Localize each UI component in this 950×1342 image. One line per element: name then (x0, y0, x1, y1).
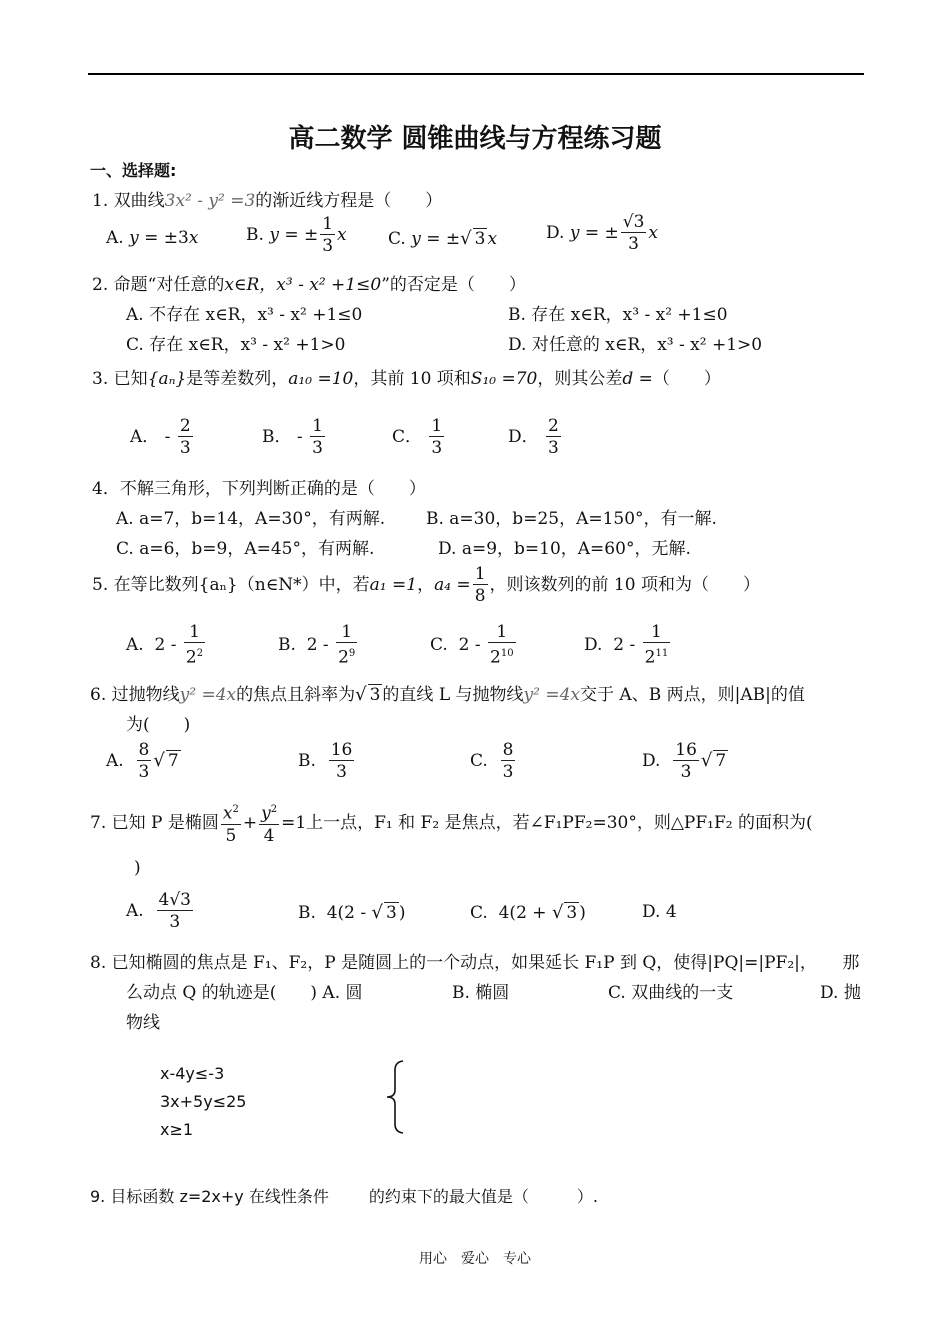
q4-option-c: C. a=6，b=9，A=45°，有两解. (116, 539, 375, 559)
page-footer: 用心 爱心 专心 (419, 1251, 531, 1267)
q2-stem-pre: 2. 命题“对任意的 (92, 275, 225, 295)
q5-stem-pre: 5. 在等比数列{aₙ}（n∈N*）中，若 (92, 575, 370, 595)
q7-option-d: D. 4 (642, 902, 677, 922)
q9-stem-pre: 9. 目标函数 z=2x+y 在线性条件 (90, 1187, 329, 1206)
q5-option-d: D. 2 - $\frac{1}{2^{11}}$ (584, 622, 669, 668)
q3-sequence: {aₙ} (147, 369, 187, 389)
q5-a1: a₁ =1 (369, 575, 418, 595)
q1-option-b-label: B. (246, 225, 264, 245)
q7-stem-line2: ) (134, 858, 141, 878)
q7-option-b: B. 4(2 - √ 3 ) (298, 902, 406, 923)
q3-s10: S₁₀ =70 (470, 369, 538, 389)
q1-option-a: A. y = ±3x (106, 228, 199, 248)
q3-option-a: A． - $\frac{2}{3}$ (130, 416, 191, 458)
q5-option-c-label: C. (430, 634, 448, 655)
q2-option-a: A. 不存在 x∈R，x³ - x² +1≤0 (126, 305, 363, 325)
q3-stem-post: （ ） (652, 369, 721, 389)
q5-option-c: C. 2 - $\frac{1}{2^{10}}$ (430, 622, 514, 668)
q5-option-a: A. 2 - $\frac{1}{2^2}$ (126, 622, 204, 668)
q3-option-a-label: A． (130, 427, 160, 447)
q7-stem-post: 上一点，F₁ 和 F₂ 是焦点，若∠F₁PF₂=30°，则△PF₁F₂ 的面积为( (306, 812, 813, 833)
q5-option-b: B. 2 - $\frac{1}{2^9}$ (278, 622, 356, 668)
q9-constraint-1: x-4y≤-3 (160, 1064, 225, 1083)
q3-option-c-label: C． (392, 427, 423, 447)
q3-option-d-label: D． (508, 427, 539, 447)
q1-option-c-label: C. (388, 229, 406, 249)
section-heading: 一、选择题: (90, 161, 177, 180)
q2-option-b: B. 存在 x∈R，x³ - x² +1≤0 (508, 305, 728, 325)
q3-option-b-label: B． (262, 427, 292, 447)
q3-stem (92, 364, 721, 389)
q7-option-a-label: A. (126, 901, 144, 921)
q4-option-b: B. a=30，b=25，A=150°，有一解. (426, 509, 717, 529)
q6-stem: 6. 过抛物线y² =4x的焦点且斜率为√ 3 的直线 L 与抛物线y² =4x交于 A、B 两点，则|AB|的值 (90, 684, 805, 705)
q3-stem-pre: 3. 已知 (92, 369, 148, 389)
q6-stem-line2: 为( ) (126, 715, 191, 735)
q6-stem-post: 交于 A、B 两点，则|AB|的值 (580, 685, 805, 705)
q6-option-a: A. $\frac{8}{3}$ √ 7 (106, 740, 179, 782)
q3-option-c: C． $\frac{1}{3}$ (392, 416, 443, 458)
left-brace-icon (385, 1060, 405, 1134)
q5-stem: 5. 在等比数列{aₙ}（n∈N*）中，若a₁ =1，a₄ = $\frac{1}{8}$ ，则该数列的前 10 项和为（ ） (92, 564, 760, 606)
q8-option-c: C. 双曲线的一支 (608, 983, 734, 1003)
q8-stem-line2: 么动点 Q 的轨迹是( ) A. 圆 (126, 983, 363, 1003)
q6-option-d-label: D. (642, 751, 661, 771)
q1-option-d-label: D. (546, 223, 565, 243)
q8-option-b: B. 椭圆 (452, 983, 510, 1003)
q1-option-c: C. y = ±√ 3 x (388, 228, 498, 249)
q1-equation: 3x² - y² =3 (164, 191, 256, 211)
q7-option-c-label: C. (470, 903, 488, 923)
q1-option-d: D. y = ± $\frac{√3}{3}$ x (546, 212, 658, 254)
q8-stem-line3: 物线 (126, 1013, 160, 1033)
q6-option-c-label: C. (470, 751, 488, 771)
q2-option-d: D. 对任意的 x∈R，x³ - x² +1>0 (508, 335, 763, 355)
page-title: 高二数学 圆锥曲线与方程练习题 (288, 124, 662, 154)
q7-option-b-label: B. (298, 903, 316, 923)
q7-stem: 7. 已知 P 是椭圆 $\frac{x^2}{5}$ + $\frac{y^2}{4}$ =1上一点，F₁ 和 F₂ 是焦点，若∠F₁PF₂=30°，则△PF₁F₂ 的面积为( (90, 800, 813, 847)
q2-stem (92, 270, 526, 295)
q6-option-b: B. $\frac{16}{3}$ (298, 740, 353, 782)
q5-a4: a₄ = (434, 575, 471, 595)
q6-option-d: D. $\frac{16}{3}$ √ 7 (642, 740, 727, 782)
q8-option-d: D. 抛 (820, 983, 861, 1003)
q6-option-a-label: A. (106, 751, 124, 771)
q6-equation-2: y² =4x (523, 685, 581, 705)
q8-stem-line1: 8. 已知椭圆的焦点是 F₁、F₂，P 是随圆上的一个动点，如果延长 F₁P 到 Q，使得|PQ|=|PF₂|， 那 (90, 953, 860, 973)
q2-stem-math: x∈R，x³ - x² +1≤0 (224, 275, 382, 295)
q5-option-b-label: B. (278, 634, 296, 655)
q1-option-a-label: A. (106, 228, 124, 248)
q9-constraint-3: x≥1 (160, 1120, 194, 1139)
q5-option-d-label: D. (584, 634, 603, 655)
q3-option-d: D． $\frac{2}{3}$ (508, 416, 559, 458)
q1-stem (92, 186, 442, 211)
q2-stem-post: ”的否定是（ ） (381, 275, 526, 295)
q6-stem-mid: 的焦点且斜率为 (236, 685, 356, 705)
q5-separator: ， (417, 575, 435, 595)
q7-option-c: C. 4(2 + √ 3 ) (470, 902, 586, 923)
q6-option-c: C. $\frac{8}{3}$ (470, 740, 514, 782)
header-rule (88, 73, 864, 75)
q7-option-a: A. $\frac{4√3}{3}$ (126, 890, 191, 932)
q3-stem-mid: 是等差数列， (186, 369, 289, 389)
q9-stem-post: 的约束下的最大值是（ ）. (368, 1187, 598, 1206)
q3-option-b: B． - $\frac{1}{3}$ (262, 416, 323, 458)
q3-stem-mid3: ，则其公差 (537, 369, 623, 389)
q6-stem-mid2: 的直线 L 与抛物线 (382, 685, 524, 705)
q7-stem-pre: 7. 已知 P 是椭圆 (90, 812, 219, 833)
q1-stem-pre: 1. 双曲线 (92, 191, 165, 211)
q5-option-a-label: A. (126, 634, 144, 655)
q2-option-c: C. 存在 x∈R，x³ - x² +1>0 (126, 335, 346, 355)
q3-a10: a₁₀ =10 (288, 369, 354, 389)
q4-option-d: D. a=9，b=10，A=60°，无解. (438, 539, 691, 559)
q6-equation-1: y² =4x (179, 685, 237, 705)
q9-stem (90, 1184, 598, 1207)
q6-stem-pre: 6. 过抛物线 (90, 685, 180, 705)
q4-option-a: A. a=7，b=14，A=30°，有两解. (116, 509, 386, 529)
q4-stem: 4．不解三角形，下列判断正确的是（ ） (92, 479, 426, 499)
q5-stem-post: ，则该数列的前 10 项和为（ ） (489, 575, 760, 595)
q6-option-b-label: B. (298, 751, 316, 771)
q1-stem-post: 的渐近线方程是（ ） (255, 191, 443, 211)
q9-constraint-2: 3x+5y≤25 (160, 1092, 247, 1111)
q3-stem-mid2: ，其前 10 项和 (353, 369, 471, 389)
q3-d: d = (622, 369, 653, 389)
q1-option-b: B. y = ± $\frac{1}{3}$ x (246, 214, 347, 256)
